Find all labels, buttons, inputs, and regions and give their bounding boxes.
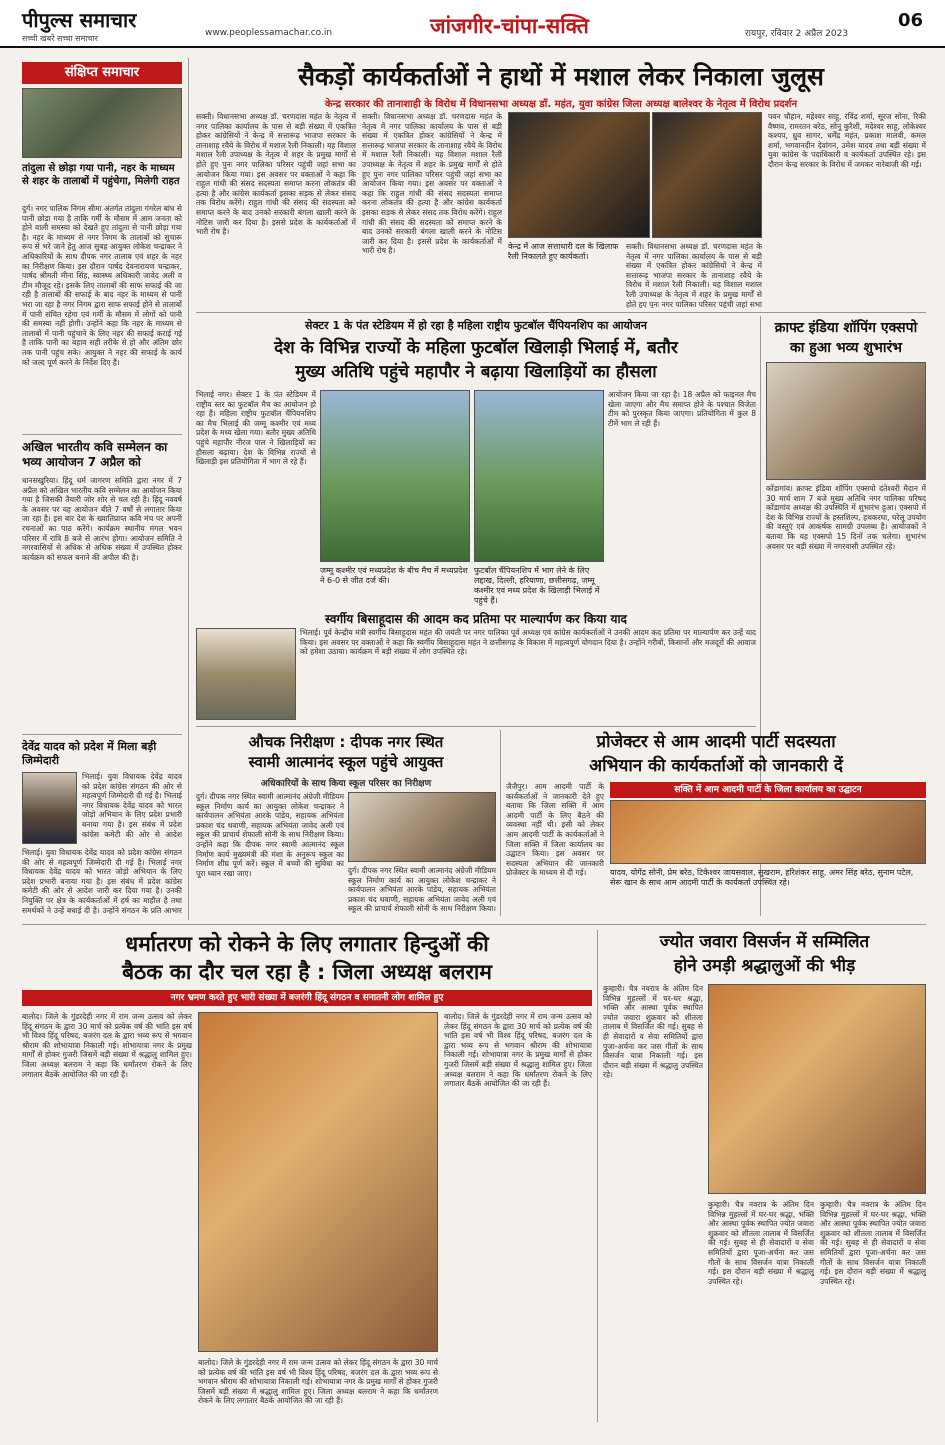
statue-headline: स्वर्गीय बिसाहूदास की आदम कद प्रतिमा पर माल्यार्पण कर किया याद (325, 612, 627, 626)
dateline: रायपुर, रविवार 2 अप्रैल 2023 (745, 29, 849, 39)
mla-portrait (22, 772, 77, 844)
sports-body-col3: आयोजन किया जा रहा है। 18 अप्रैल को फाइनल मैच खेला जाएगा और मैच समाप्त होने के पश्चात विजेता टीम को पुरस्कृत किया जाएगा। प्रतियोगिता में कुल 8 टीमें भाग ले रही हैं। (608, 390, 756, 428)
sidebar-story3-body-a: भिलाई। युवा विधायक देवेंद्र यादव को प्रदेश कांग्रेस संगठन की ओर से महत्वपूर्ण जिम्मेदारी दी गई है। भिलाई नगर विधायक देवेंद्र यादव को भारत जोड़ो अभियान के लिए प्रदेश प्रभारी बनाया गया है। इस संबंध में प्रदेश कांग्रेस कमेटी की ओर से आदेश (82, 772, 182, 838)
sidebar-story1-headline: तांदुला से छोड़ा गया पानी, नहर के माध्यम से शहर के तालाबों में पहुंचेगा, मिलेगी राहत (22, 163, 180, 187)
lead-body-col2: सक्ती। विधानसभा अध्यक्ष डॉ. चरणदास महंत के नेतृत्व में नगर पालिका कार्यालय के पास से बड़ी संख्या में एकत्रित होकर कांग्रेसियों ने केन्द्र में सत्तारूढ़ भाजपा सरकार के तानाशाह रवैये के विरोध में मशाल रैली निकाली। यह विशाल मशाल रैली उपाध्यक्ष के नेतृत्व में शहर के प्रमुख मार्गों से होते हुए पुनः नगर पालिका परिसर पहुंची जहां सभा का आयोजन किया गया। इस अवसर पर वक्ताओं ने कहा कि राहुल गांधी की संसद सदस्यता समाप्त करना लोकतंत्र की हत्या है और कांग्रेस कार्यकर्ता इसका सड़क से लेकर संसद तक विरोध करेंगे। राहुल गांधी की संसद की सदस्यता को समाप्त करने के बाद उनको सरकारी बंगला खाली करने के नोटिस जारी कर दिया है। इससे प्रदेश के कार्यकर्ताओं में भारी रोष है। (362, 112, 502, 256)
sidebar-story3-body-b: भिलाई। युवा विधायक देवेंद्र यादव को प्रदेश कांग्रेस संगठन की ओर से महत्वपूर्ण जिम्मेदारी दी गई है। भिलाई नगर विधायक देवेंद्र यादव को भारत जोड़ो अभियान के लिए प्रदेश प्रभारी बनाया गया है। इस संबंध में प्रदेश कांग्रेस कमेटी की ओर से आदेश जारी कर दिया गया है। उनकी नियुक्ति पर क्षेत्र के कार्यकर्ताओं में हर्ष का माहौल है तथा समर्थकों ने उन्हें बधाई दी है। उन्होंने संगठन के प्रति आभार (22, 848, 182, 914)
sports-headline-2: मुख्य अतिथि पहुंचे महापौर ने बढ़ाया खिलाड़ियों का हौसला (295, 362, 657, 382)
procession-photo (198, 1012, 438, 1352)
jawara-body-col1: कुम्हारी। चैत्र नवरात्र के अंतिम दिन विभिन्न मुहल्लों में घर-घर श्रद्धा, भक्ति और आस्था पूर्वक स्थापित ज्योत जवारा शुक्रवार को शीतला तालाब में विसर्जित की गई। सुबह से ही सेवादारों व सेवा समितियों द्वारा पूजा-अर्चना कर जस गीतों के साथ विसर्जन यात्रा निकाली गई। इस दौरान बड़ी संख्या में श्रद्धालु उपस्थित रहे। (603, 984, 703, 1080)
sports-kicker: सेक्टर 1 के पंत स्टेडियम में हो रहा है महिला राष्ट्रीय फुटबॉल चैंपियनशिप का आयोजन (305, 319, 647, 332)
website-url[interactable]: www.peoplessamachar.co.in (205, 28, 333, 38)
page-number: 06 (898, 10, 924, 31)
school-body-col1: दुर्ग। दीपक नगर स्थित स्वामी आत्मानंद अंग्रेजी मीडियम स्कूल निर्माण कार्य का आयुक्त लोकेश चन्द्राकर ने कार्यपालन अभियंता आरके पांडेय, सहायक अभियंता प्रकाश चंद थवाणी, सहायक अभियंता जावेद अली एवं स्कूल की प्राचार्य शेफाली सोनी के साथ निरीक्षण किया। उन्होंने कहा कि दीपक नगर स्वामी आत्मानंद स्कूल निर्माण कार्य मुख्यमंत्री की मंशा के अनुरूप स्कूल का निर्माण शीघ्र पूर्ण करें। स्कूल में बच्चों की सुविधा का पूरा ध्यान रखा जाए। (196, 792, 344, 878)
football-team-photo (320, 390, 470, 562)
sidebar-story1-body: दुर्ग। नगर पालिक निगम सीमा अंतर्गत तांदुला गंगरेल बांध से पानी छोड़ा गया है ताकि गर्मी के मौसम में आम जनता को होने वाली समस्या को देखते हुए तांदुला से पानी छोड़ा गया है। नहर के माध्यम से नगर निगम के तालाबों को सुचारू रूप से भरे जाने हेतु आज सुबह आयुक्त लोकेश चन्द्राकर ने अधिकारियों के साथ दीपक नगर तालाब एवं शहर के नहर का निरीक्षण किया। इस दौरान पार्षद देवनारायण चन्द्राकर, पार्षद श्रीमती मीना सिंह, स्वास्थ्य अधिकारी जावेद अली व टीम मौजूद रहे। इसके लिए तालाबों की साफ सफाई की जा रही है तालाबों की सफाई के बाद नहर के माध्यम से पानी भरा जा रहा है नगर निगम द्वारा साफ सफाई होने से तालाबों में पानी संचित रहेगा एवं गर्मी के मौसम में लोगों को पानी की समस्या नहीं होगी। उन्होंने कहा कि नहर के माध्यम से तालाबों में पानी पहुंचाने के लिए नहर की सफाई कराई गई है ताकि पानी का बहाव सही तरीके से हो और अंतिम छोर तक पानी पहुंच सके। आयुक्त ने नहर की सफाई के कार्य को जल्द पूर्ण करने के निर्देश दिए हैं। (22, 204, 182, 367)
conversion-headline-2: बैठक का दौर चल रहा है : जिला अध्यक्ष बलराम (122, 960, 492, 984)
school-headline-1: औचक निरीक्षण : दीपक नगर स्थित (248, 733, 444, 751)
column-divider (188, 58, 189, 920)
jawara-headline-1: ज्योत जवारा विसर्जन में सम्मिलित (659, 932, 870, 952)
aap-caption: यादव, योगेंद्र सोनी, प्रेम बरेठ, टिकेश्वर जायसवाल, सुखराम, हरिशंकर साहू, अमर सिंह बरेठ, सुनाम पटेल, सेरू खान के साथ आम आदमी पार्टी के कार्यकर्ता उपस्थित रहे। (610, 868, 914, 887)
divider (22, 434, 182, 435)
statue-photo (196, 628, 296, 720)
aap-box-title: सक्ति में आम आदमी पार्टी के जिला कार्यालय का उद्घाटन (610, 782, 926, 798)
lead-subhead: केन्द्र सरकार की तानाशाही के विरोध में विधानसभा अध्यक्ष डॉ. महंत, युवा कांग्रेस जिला अध्यक्ष बालेश्वर के नेतृत्व में विरोध प्रदर्शन (324, 99, 798, 110)
column-divider (500, 730, 501, 916)
newspaper-logo (22, 6, 136, 44)
lead-photo-caption: केन्द्र में आज सत्ताधारी दल के खिलाफ रैली निकालते हुए कार्यकर्ता। (508, 242, 619, 261)
craft-body: कोंडागांव। क्राफ्ट इंडिया शॉपिंग एक्सपो दंतेश्वरी मैदान में 30 मार्च शाम 7 बजे मुख्य अतिथि नगर पालिका परिषद कोंडागांव अध्यक्ष की उपस्थिति में शुभारंभ हुआ। एक्सपो में देश के विभिन्न राज्यों के हस्तशिल्प, हथकरघा, घरेलू उपयोग की वस्तुएं एवं आकर्षक सामग्री उपलब्ध है। आयोजकों ने बताया कि यह एक्सपो 15 दिनों तक चलेगा। शुभारंभ अवसर पर बड़ी संख्या में नगरवासी उपस्थित रहे। (766, 484, 926, 551)
school-headline-2: स्वामी आत्मानंद स्कूल पहुंचे आयुक्त (248, 753, 444, 771)
craft-expo-photo (766, 362, 926, 480)
jawara-body-col3: कुम्हारी। चैत्र नवरात्र के अंतिम दिन विभिन्न मुहल्लों में घर-घर श्रद्धा, भक्ति और आस्था पूर्वक स्थापित ज्योत जवारा शुक्रवार को शीतला तालाब में विसर्जित की गई। सुबह से ही सेवादारों व सेवा समितियों द्वारा पूजा-अर्चना कर जस गीतों के साथ विसर्जन यात्रा निकाली गई। इस दौरान बड़ी संख्या में श्रद्धालु उपस्थित रहे। (820, 1200, 926, 1286)
lead-headline: सैकड़ों कार्यकर्ताओं ने हाथों में मशाल लेकर निकाला जुलूस (298, 62, 824, 91)
canal-photo (22, 88, 182, 158)
jawara-body-col2: कुम्हारी। चैत्र नवरात्र के अंतिम दिन विभिन्न मुहल्लों में घर-घर श्रद्धा, भक्ति और आस्था पूर्वक स्थापित ज्योत जवारा शुक्रवार को शीतला तालाब में विसर्जित की गई। सुबह से ही सेवादारों व सेवा समितियों द्वारा पूजा-अर्चना कर जस गीतों के साथ विसर्जन यात्रा निकाली गई। इस दौरान बड़ी संख्या में श्रद्धालु उपस्थित रहे। (708, 1200, 814, 1286)
school-body-col2: दुर्ग। दीपक नगर स्थित स्वामी आत्मानंद अंग्रेजी मीडियम स्कूल निर्माण कार्य का आयुक्त लोकेश चन्द्राकर ने कार्यपालन अभियंता आरके पांडेय, सहायक अभियंता प्रकाश चंद थवाणी, सहायक अभियंता जावेद अली एवं स्कूल की प्राचार्य शेफाली सोनी के साथ निरीक्षण किया। (348, 866, 496, 914)
sidebar-story3-headline: देवेंद्र यादव को प्रदेश में मिला बड़ी जिम्मेदारी (22, 740, 157, 767)
jawara-procession-photo (708, 984, 926, 1194)
lead-body-col1: सक्ती। विधानसभा अध्यक्ष डॉ. चरणदास महंत के नेतृत्व में नगर पालिका कार्यालय के पास से बड़ी संख्या में एकत्रित होकर कांग्रेसियों ने केन्द्र में सत्तारूढ़ भाजपा सरकार के तानाशाह रवैये के विरोध में मशाल रैली निकाली। यह विशाल मशाल रैली उपाध्यक्ष के नेतृत्व में शहर के प्रमुख मार्गों से होते हुए पुनः नगर पालिका परिसर पहुंची जहां सभा का आयोजन किया गया। इस अवसर पर वक्ताओं ने कहा कि राहुल गांधी की संसद सदस्यता समाप्त करना लोकतंत्र की हत्या है और कांग्रेस कार्यकर्ता इसका सड़क से लेकर संसद तक विरोध करेंगे। राहुल गांधी की संसद की सदस्यता को समाप्त करने के बाद उनको सरकारी बंगला खाली करने के नोटिस जारी कर दिया है। इससे प्रदेश के कार्यकर्ताओं में भारी रोष है। (196, 112, 356, 237)
aap-office-photo (610, 800, 926, 864)
football-team-photo-2 (474, 390, 604, 562)
logo-tagline: सच्ची खबरें सच्चा समाचार (22, 34, 98, 43)
jawara-headline-2: होने उमड़ी श्रद्धालुओं की भीड़ (673, 956, 856, 976)
conversion-body-col2: बालोद। जिले के गुंडरदेही नगर में राम जन्म उत्सव को लेकर हिंदू संगठन के द्वारा 30 मार्च को प्रत्येक वर्ष की भांति इस वर्ष भी विश्व हिंदू परिषद, बजरंग दल के द्वारा भव्य रूप से भगवान श्रीराम की शोभायात्रा निकाली गई। शोभायात्रा नगर के प्रमुख मार्गों से होकर गुजरी जिसमें बड़ी संख्या में श्रद्धालु शामिल हुए। जिला अध्यक्ष बलराम ने कहा कि धर्मांतरण रोकने के लिए लगातार बैठकें आयोजित की जा रही हैं। (198, 1358, 438, 1406)
divider (22, 734, 182, 735)
aap-body: जैजैपुर। आम आदमी पार्टी के कार्यकर्ताओं ने जानकारी देते हुए बताया कि जिला सक्ति में आम आदमी पार्टी के लिए बैठने की व्यवस्था नहीं थी। इसी को लेकर आम आदमी पार्टी के कार्यकर्ताओं ने जिला सक्ति में जिला कार्यालय का उद्घाटन किया। इस अवसर पर सदस्यता अभियान की जानकारी प्रोजेक्टर के माध्यम से दी गई। (506, 782, 604, 878)
edition-title: जांजगीर-चांपा-सक्ति (430, 14, 589, 38)
torch-rally-photo (508, 112, 650, 238)
column-divider (597, 930, 598, 1422)
conversion-strap: नगर भ्रमण करते हुए भारी संख्या में बजरंगी हिंदू संगठन व सनातनी लोग शामिल हुए (22, 990, 592, 1006)
sports-caption-1: जम्मू कश्मीर एवं मध्यप्रदेश के बीच मैच में मध्यप्रदेश ने 6-0 से जीत दर्ज की। (320, 566, 468, 585)
school-inspection-photo (348, 792, 496, 862)
aap-headline-2: अभियान की कार्यकर्ताओं को जानकारी दें (589, 756, 843, 776)
brief-news-badge: संक्षिप्त समाचार (22, 62, 182, 84)
sports-headline-1: देश के विभिन्न राज्यों के महिला फुटबॉल खिलाड़ी भिलाई में, बतौर (274, 338, 678, 358)
logo-text: पीपुल्स समाचार (22, 8, 137, 32)
lead-body-col4: पवन चौहान, महेश्वर साहू, रविंद्र शर्मा, सूरज सोना, रिकी वैष्णव, रामरतन बरेठ, सोनू कुरैशी, मदेश्वर साहू, लोकेश्वर कश्यप, ध्रुव सागर, धर्मेंद्र महंत, प्रकाश मालवी, कमल शर्मा, भगवानदीन देवांगन, उमेश यादव तथा बड़ी संख्या में युवा कांग्रेस के पदाधिकारी व कार्यकर्ता उपस्थित रहे। इस दौरान केन्द्र सरकार के विरोध में जमकर नारेबाजी की गई। (768, 112, 926, 169)
craft-headline: क्राफ्ट इंडिया शॉपिंग एक्सपो का हुआ भव्य शुभारंभ (774, 320, 918, 356)
statue-body: भिलाई। पूर्व केन्द्रीय मंत्री स्वर्गीय बिसाहूदास महंत की जयंती पर नगर पालिका पूर्व अध्यक्ष एवं कांग्रेस कार्यकर्ताओं ने उनकी आदम कद प्रतिमा पर माल्यार्पण कर उन्हें याद किया। इस अवसर पर वक्ताओं ने कहा कि स्वर्गीय बिसाहूदास महंत ने छत्तीसगढ़ के विकास में महत्वपूर्ण योगदान दिया है। उन्होंने गरीबों, किसानों और मजदूरों की आवाज को हमेशा उठाया। कार्यक्रम में बड़ी संख्या में लोग उपस्थित रहे। (300, 628, 756, 657)
lead-body-col3: सक्ती। विधानसभा अध्यक्ष डॉ. चरणदास महंत के नेतृत्व में नगर पालिका कार्यालय के पास से बड़ी संख्या में एकत्रित होकर कांग्रेसियों ने केन्द्र में सत्तारूढ़ भाजपा सरकार के तानाशाह रवैये के विरोध में मशाल रैली निकाली। यह विशाल मशाल रैली उपाध्यक्ष के नेतृत्व में शहर के प्रमुख मार्गों से होते हुए पुनः नगर पालिका परिसर पहुंची जहां सभा (626, 242, 762, 308)
torch-rally-photo-2 (652, 112, 762, 238)
sidebar-story2-headline: अखिल भारतीय कवि सम्मेलन का भव्य आयोजन 7 अप्रैल को (22, 440, 168, 469)
school-subhead: अधिकारियों के साथ किया स्कूल परिसर का निरीक्षण (260, 779, 432, 789)
sports-body-col1: भिलाई नगर। सेक्टर 1 के पंत स्टेडियम में राष्ट्रीय स्तर का फुटबॉल मैच का आयोजन हो रहा है। महिला राष्ट्रीय फुटबॉल चैंपियनशिप का मैच भिलाई की जम्मू कश्मीर एवं मध्य प्रदेश के मध्य खेला गया। बतौर मुख्य अतिथि पहुंचे महापौर नीरज पाल ने खिलाड़ियों का हौसला बढ़ाया। देश के विभिन्न राज्यों से खिलाड़ी इस प्रतियोगिता में भाग ले रहे हैं। (196, 390, 316, 467)
divider (196, 726, 756, 727)
aap-headline-1: प्रोजेक्टर से आम आदमी पार्टी सदस्यता (596, 732, 836, 752)
divider (196, 312, 926, 313)
sidebar-story2-body: धानसखुरिया। हिंदू धर्म जागरण समिति द्वारा नगर में 7 अप्रैल को अखिल भारतीय कवि सम्मेलन का आयोजन किया गया है जिसकी तैयारी जोर शोर से चल रही है। हिंदू नववर्ष के अवसर पर यह आयोजन बीते 7 वर्षों से लगातार किया जा रहा है। इस बार देश के ख्यातिप्राप्त कवि मंच पर अपनी रचनाओं का पाठ करेंगे। कार्यक्रम स्थानीय मंगल भवन परिसर में रात्रि 8 बजे से आरंभ होगा। आयोजन समिति ने नगरवासियों से अधिक से अधिक संख्या में उपस्थित होकर कार्यक्रम को सफल बनाने की अपील की है। (22, 476, 182, 562)
conversion-headline-1: धर्मातरण को रोकने के लिए लगातार हिन्दुओं की (125, 932, 489, 956)
conversion-body-col1: बालोद। जिले के गुंडरदेही नगर में राम जन्म उत्सव को लेकर हिंदू संगठन के द्वारा 30 मार्च को प्रत्येक वर्ष की भांति इस वर्ष भी विश्व हिंदू परिषद, बजरंग दल के द्वारा भव्य रूप से भगवान श्रीराम की शोभायात्रा निकाली गई। शोभायात्रा नगर के प्रमुख मार्गों से होकर गुजरी जिसमें बड़ी संख्या में श्रद्धालु शामिल हुए। जिला अध्यक्ष बलराम ने कहा कि धर्मांतरण रोकने के लिए लगातार बैठकें आयोजित की जा रही हैं। (22, 1012, 192, 1079)
divider (22, 924, 926, 925)
sports-caption-2: फुटबॉल चैंपियनशिप में भाग लेने के लिए लद्दाख, दिल्ली, हरियाणा, छत्तीसगढ़, जम्मू कश्मीर एवं मध्य प्रदेश के खिलाड़ी भिलाई में पहुंचे हैं। (474, 566, 600, 605)
conversion-body-col3: बालोद। जिले के गुंडरदेही नगर में राम जन्म उत्सव को लेकर हिंदू संगठन के द्वारा 30 मार्च को प्रत्येक वर्ष की भांति इस वर्ष भी विश्व हिंदू परिषद, बजरंग दल के द्वारा भव्य रूप से भगवान श्रीराम की शोभायात्रा निकाली गई। शोभायात्रा नगर के प्रमुख मार्गों से होकर गुजरी जिसमें बड़ी संख्या में श्रद्धालु शामिल हुए। जिला अध्यक्ष बलराम ने कहा कि धर्मांतरण रोकने के लिए लगातार बैठकें आयोजित की जा रही हैं। (444, 1012, 592, 1089)
